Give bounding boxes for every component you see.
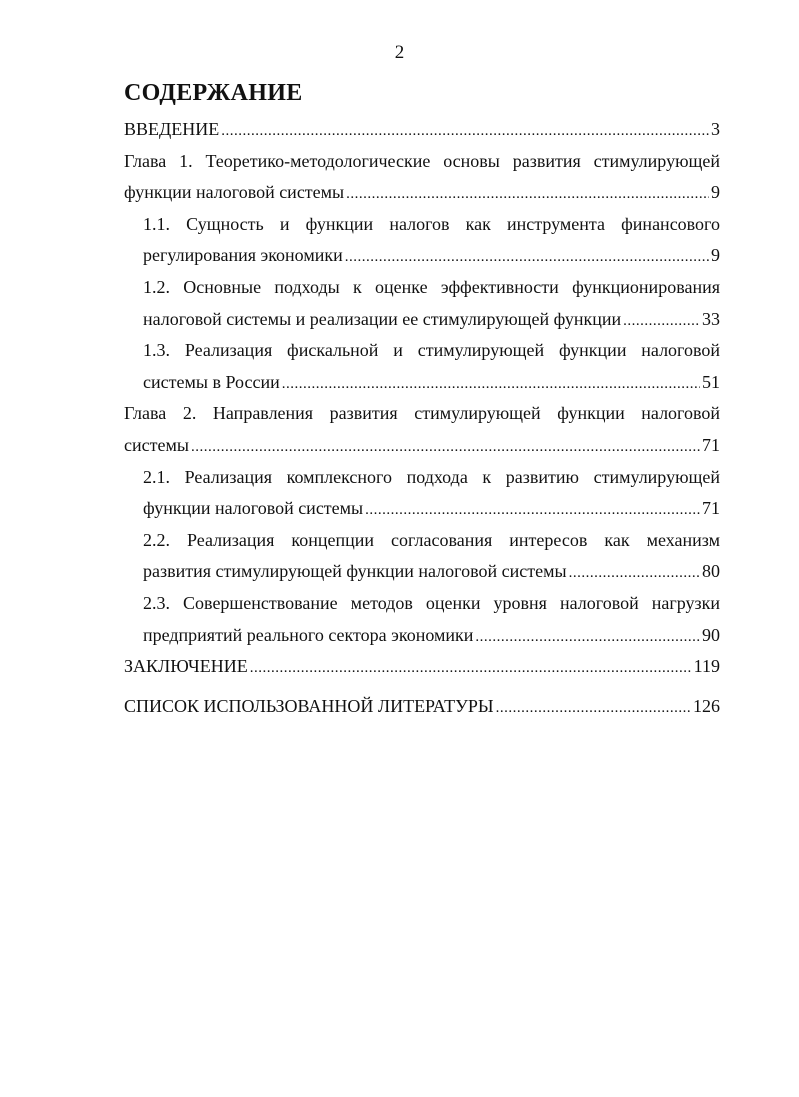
toc-entry-text: функции налоговой системы <box>143 498 364 519</box>
table-of-contents <box>124 114 720 722</box>
toc-entry-section-2-3-cont[interactable] <box>124 620 720 652</box>
toc-entry-text: 1.1. Сущность и функции налогов как инструмента финансового <box>143 213 720 234</box>
toc-page-number: 71 <box>702 498 720 519</box>
toc-page-number: 3 <box>711 119 720 139</box>
toc-entry-bibliography[interactable] <box>124 691 720 723</box>
toc-page-number: 9 <box>711 182 720 203</box>
toc-entry-text: ВВЕДЕНИЕ <box>124 119 220 139</box>
toc-entry-text: Глава 1. Теоретико-методологические основы развития стимулирующей <box>124 150 720 171</box>
toc-entry-text: регулирования экономики <box>143 245 343 266</box>
toc-entry-section-2-1[interactable] <box>124 462 720 494</box>
toc-page-number: 80 <box>702 561 720 582</box>
toc-entry-text: 1.2. Основные подходы к оценке эффективности функционирования <box>143 276 720 297</box>
toc-entry-section-2-3[interactable] <box>124 588 720 620</box>
toc-entry-section-1-3-cont[interactable] <box>124 367 720 399</box>
toc-leader-dots <box>346 179 709 209</box>
toc-entry-conclusion[interactable] <box>124 651 720 683</box>
toc-page-number: 33 <box>702 308 720 329</box>
toc-entry-text: 2.3. Совершенствование методов оценки уровня налоговой нагрузки <box>143 592 720 613</box>
toc-page-number: 71 <box>702 434 720 455</box>
toc-entry-section-1-3[interactable] <box>124 335 720 367</box>
toc-entry-text: ЗАКЛЮЧЕНИЕ <box>124 656 248 677</box>
toc-title: СОДЕРЖАНИЕ <box>124 80 303 106</box>
toc-leader-dots <box>250 653 692 683</box>
toc-leader-dots <box>475 622 700 652</box>
toc-entry-text: СПИСОК ИСПОЛЬЗОВАННОЙ ЛИТЕРАТУРЫ <box>124 695 494 716</box>
toc-page-number: 90 <box>702 624 720 645</box>
toc-entry-section-1-2[interactable] <box>124 272 720 304</box>
toc-entry-text: предприятий реального сектора экономики <box>143 624 474 645</box>
toc-leader-dots <box>282 369 700 399</box>
spacer <box>124 683 720 691</box>
toc-entry-text: системы в России <box>143 371 280 392</box>
toc-leader-dots <box>191 432 700 462</box>
toc-leader-dots <box>623 306 700 336</box>
toc-leader-dots <box>569 558 700 588</box>
toc-entry-introduction[interactable] <box>124 114 720 146</box>
toc-page-number: 9 <box>711 245 720 266</box>
toc-entry-section-2-1-cont[interactable] <box>124 493 720 525</box>
toc-page-number: 119 <box>693 656 720 677</box>
toc-leader-dots <box>345 242 709 272</box>
toc-entry-section-2-2[interactable] <box>124 525 720 557</box>
toc-entry-section-1-2-cont[interactable] <box>124 304 720 336</box>
toc-entry-section-2-2-cont[interactable] <box>124 556 720 588</box>
toc-leader-dots <box>496 693 691 723</box>
toc-entry-text: 1.3. Реализация фискальной и стимулирующей функции налоговой <box>143 340 720 361</box>
toc-page-number: 126 <box>693 695 720 716</box>
page-number: 2 <box>394 42 405 63</box>
toc-page-number: 51 <box>702 371 720 392</box>
toc-entry-text: Глава 2. Направления развития стимулирующей функции налоговой <box>124 403 720 424</box>
toc-entry-text: налоговой системы и реализации ее стимулирующей функции <box>143 308 622 329</box>
toc-entry-chapter-1[interactable] <box>124 146 720 178</box>
toc-entry-chapter-2-cont[interactable] <box>124 430 720 462</box>
toc-entry-section-1-1[interactable] <box>124 209 720 241</box>
toc-entry-chapter-1-cont[interactable] <box>124 177 720 209</box>
toc-leader-dots <box>221 116 709 146</box>
toc-leader-dots <box>365 495 700 525</box>
toc-entry-text: развития стимулирующей функции налоговой системы <box>143 561 567 582</box>
toc-entry-text: 2.1. Реализация комплексного подхода к развитию стимулирующей <box>143 466 720 487</box>
toc-entry-text: функции налоговой системы <box>124 182 345 203</box>
toc-entry-chapter-2[interactable] <box>124 398 720 430</box>
toc-entry-text: 2.2. Реализация концепции согласования интересов как механизм <box>143 529 720 550</box>
toc-entry-section-1-1-cont[interactable] <box>124 240 720 272</box>
toc-entry-text: системы <box>124 434 189 455</box>
